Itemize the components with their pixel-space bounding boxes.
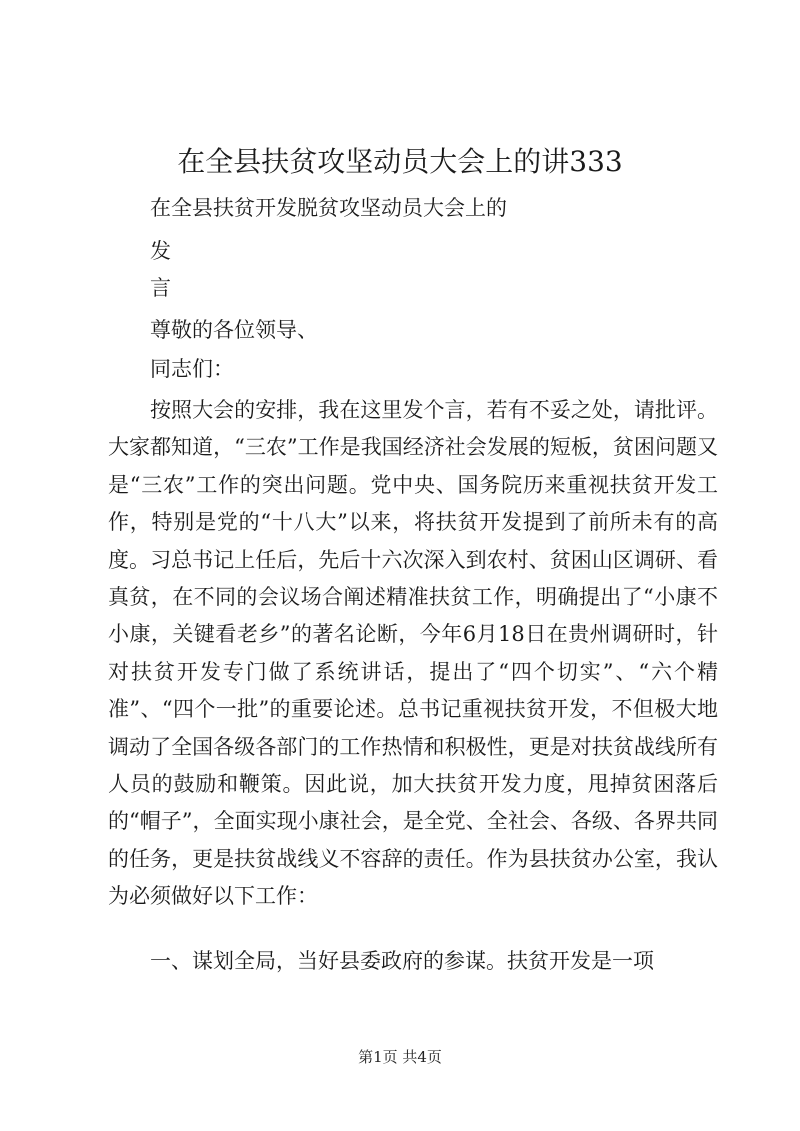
subtitle-line: 发	[150, 239, 171, 263]
greeting-line: 尊敬的各位领导、	[150, 318, 318, 342]
subtitle-line: 在全县扶贫开发脱贫攻坚动员大会上的	[150, 196, 507, 220]
body-paragraph: 一、谋划全局，当好县委政府的参谋。扶贫开发是一项	[150, 949, 654, 973]
body-paragraph: 按照大会的安排，我在这里发个言，若有不妥之处，请批评。大家都知道，“三农”工作是我国经济社会发展的短板，贫困问题又是“三农”工作的突出问题。党中央、国务院历来重视扶贫开发工作，特别是党的“十八大”以来，将扶贫开发提到了前所未有的高度。习总书记上任后，先后十六次深入到农村、贫困山区调研、看真贫，在不同的会议场合阐述精准扶贫工作，明确提出了“小康不小康，关键看老乡”的著名论断，今年6月18日在贵州调研时，针对扶贫开发专门做了系统讲话，提出了“四个切实”、“六个精准”、“四个一批”的重要论述。总书记重视扶贫开发，不但极大地调动了全国各级各部门的工作热情和积极性，更是对扶贫战线所有人员的鼓励和鞭策。因此说，加大扶贫开发力度，甩掉贫困落后的“帽子”，全面实现小康社会，是全党、全社会、各级、各界共同的任务，更是扶贫战线义不容辞的责任。作为县扶贫办公室，我认为必须做好以下工作：	[108, 398, 718, 909]
document-title: 在全县扶贫攻坚动员大会上的讲333	[177, 145, 623, 178]
greeting-line: 同志们：	[150, 357, 234, 381]
subtitle-line: 言	[150, 276, 171, 300]
page-footer: 第1页 共4页	[358, 1048, 442, 1066]
